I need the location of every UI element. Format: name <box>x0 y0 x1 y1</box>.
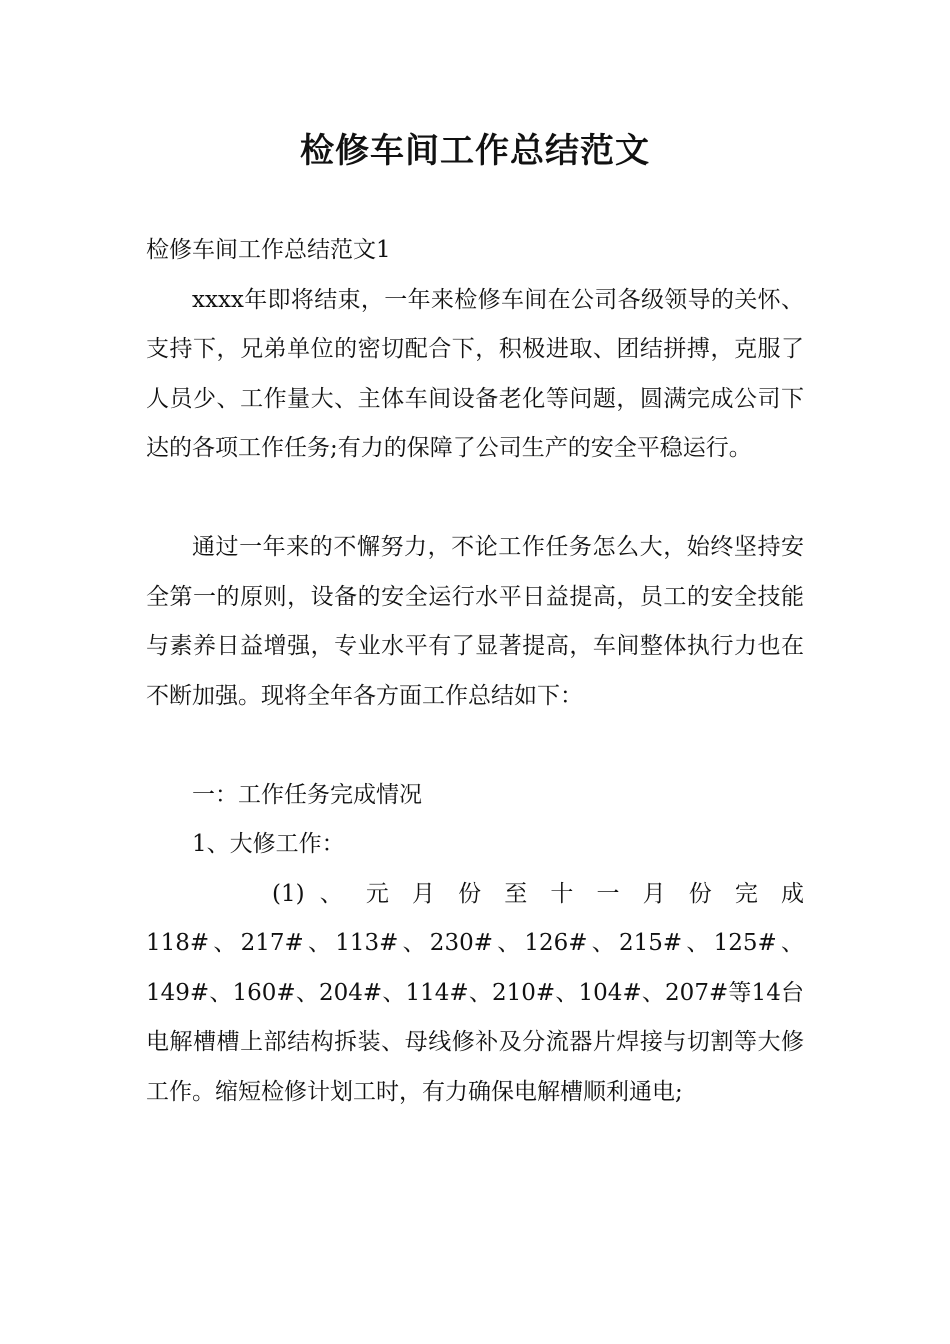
section-heading: 一：工作任务完成情况 <box>192 781 422 808</box>
paragraph-gap <box>146 474 804 524</box>
paragraph-summary: 通过一年来的不懈努力，不论工作任务怎么大，始终坚持安全第一的原则，设备的安全运行水平日益提高，员工的安全技能与素养日益增强，专业水平有了显著提高，车间整体执行力也在不断加强。现将全年各方面工作总结如下： <box>146 534 804 709</box>
document-title: 检修车间工作总结范文 <box>300 131 650 171</box>
item-heading: 1、大修工作： <box>192 831 345 857</box>
document-body <box>146 226 804 1117</box>
sub-item-text: 118#、217#、113#、230#、126#、215#、125#、149#、160#、204#、114#、210#、104#、207#等14台电解槽槽上部结构拆装、母线修补及分流器片焊接与切割等大修工作。缩短检修计划工时，有力确保电解槽顺利通电; <box>146 930 804 1105</box>
paragraph-gap <box>146 721 804 771</box>
sub-item-paragraph <box>146 870 804 1118</box>
sub-item-lead: (1) 、 元 月 份 至 十 一 月 份 完 成 <box>272 880 804 907</box>
paragraph-intro: xxxx年即将结束，一年来检修车间在公司各级领导的关怀、支持下，兄弟单位的密切配合下，积极进取、团结拼搏，克服了人员少、工作量大、主体车间设备老化等问题，圆满完成公司下达的各项工作任务;有力的保障了公司生产的安全平稳运行。 <box>146 286 804 461</box>
document-subtitle: 检修车间工作总结范文1 <box>146 237 391 263</box>
